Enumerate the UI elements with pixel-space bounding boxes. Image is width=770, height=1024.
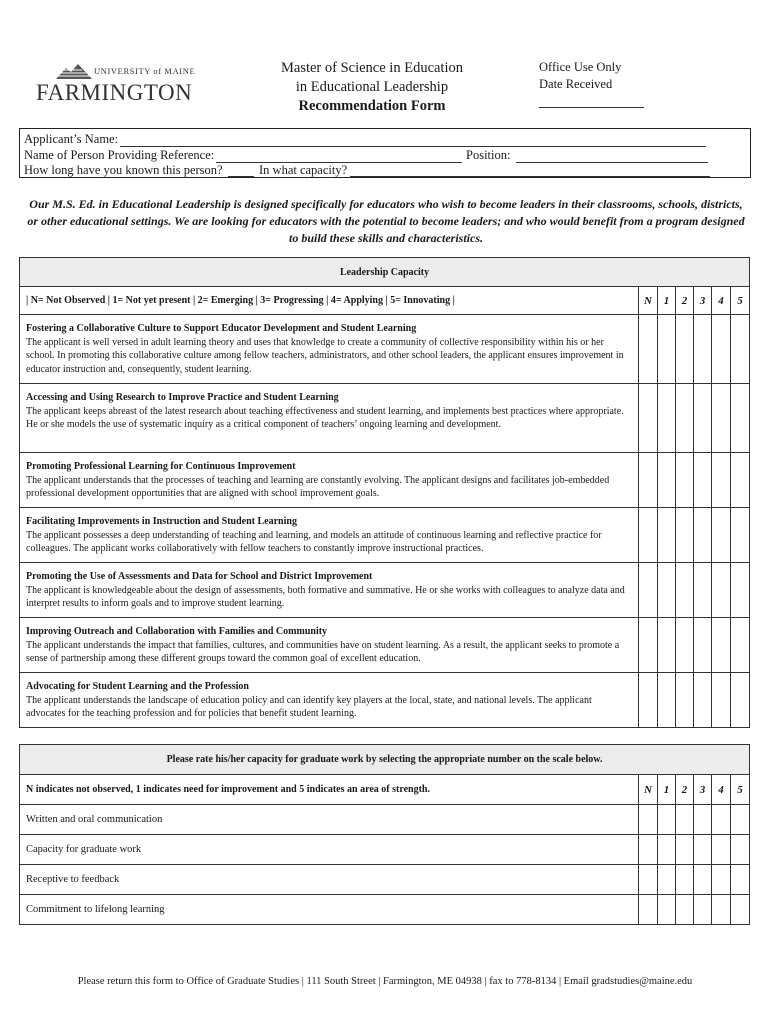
leadership-scale-legend: | N= Not Observed | 1= Not yet present | 2= Emerging | 3= Progressing | 4= Applying | 5= Innovating | bbox=[20, 287, 639, 315]
applicant-info-box bbox=[19, 128, 751, 178]
rating-cell-2[interactable] bbox=[676, 895, 694, 925]
graduate-row bbox=[20, 895, 750, 925]
rating-cell-5[interactable] bbox=[731, 508, 750, 563]
position-field[interactable] bbox=[516, 162, 708, 163]
rating-cell-2[interactable] bbox=[676, 618, 694, 673]
leadership-item-text: The applicant understands the impact that families, cultures, and communities have on student learning. As a result, the applicant seeks to promote a sense of partnership among these different groups toward the common goal of excellent education. bbox=[26, 639, 620, 664]
title-line-3: Recommendation Form bbox=[298, 98, 446, 114]
rating-cell-4[interactable] bbox=[712, 618, 731, 673]
leadership-item bbox=[20, 384, 639, 453]
reference-name-label: Name of Person Providing Reference: bbox=[24, 148, 215, 162]
rating-cell-3[interactable] bbox=[694, 865, 712, 895]
rating-cell-1[interactable] bbox=[658, 673, 676, 728]
return-instructions: Please return this form to Office of Graduate Studies | 111 South Street | Farmington, ME 04938 | fax to 778-8134 | Email gradstudies@maine.edu bbox=[77, 976, 693, 987]
leadership-item-text: The applicant keeps abreast of the latest research about teaching effectiveness and student learning, and implements best practices where appropriate. He or she models the use of systematic inquiry as a critical component of teachers’ ongoing learning and development. bbox=[26, 405, 624, 430]
program-description: Our M.S. Ed. in Educational Leadership is designed specifically for educators who wish to become leaders in their classrooms, schools, districts, or other educational settings. We are looking for educators with the potential to become leaders; and who would benefit from a program designed to build these skills and characteristics. bbox=[27, 197, 745, 245]
title-line-1: Master of Science in Education bbox=[281, 60, 463, 76]
rating-cell-4[interactable] bbox=[712, 508, 731, 563]
rating-cell-n[interactable] bbox=[639, 895, 658, 925]
rating-cell-n[interactable] bbox=[639, 865, 658, 895]
leadership-item-heading: Advocating for Student Learning and the Profession bbox=[26, 681, 249, 692]
leadership-row bbox=[20, 384, 750, 453]
leadership-item-text: The applicant possesses a deep understanding of teaching and learning, and models an attitude of continuous learning and reflective practice for colleagues. The applicant works collaboratively with fellow teachers to constantly improve instructional practices. bbox=[26, 529, 602, 554]
leadership-row bbox=[20, 673, 750, 728]
leadership-row bbox=[20, 618, 750, 673]
rating-header-n: N bbox=[639, 287, 658, 315]
rating-header-1: 1 bbox=[658, 775, 676, 805]
rating-header-n: N bbox=[639, 775, 658, 805]
rating-cell-2[interactable] bbox=[676, 315, 694, 384]
known-duration-field[interactable] bbox=[228, 176, 254, 177]
rating-cell-1[interactable] bbox=[658, 453, 676, 508]
rating-cell-5[interactable] bbox=[731, 835, 750, 865]
rating-cell-5[interactable] bbox=[731, 805, 750, 835]
rating-cell-4[interactable] bbox=[712, 835, 731, 865]
known-duration-label: How long have you known this person? bbox=[24, 163, 223, 177]
leadership-row bbox=[20, 315, 750, 384]
date-received-field[interactable] bbox=[539, 107, 644, 108]
rating-cell-1[interactable] bbox=[658, 895, 676, 925]
rating-cell-4[interactable] bbox=[712, 315, 731, 384]
rating-cell-4[interactable] bbox=[712, 895, 731, 925]
graduate-row bbox=[20, 835, 750, 865]
rating-cell-2[interactable] bbox=[676, 835, 694, 865]
title-line-2: in Educational Leadership bbox=[295, 79, 449, 95]
leadership-item bbox=[20, 673, 639, 728]
rating-cell-n[interactable] bbox=[639, 835, 658, 865]
leadership-item-text: The applicant is knowledgeable about the design of assessments, both formative and summative. He or she works with colleagues to analyze data and interpret results to inform goals and to improve student learning. bbox=[26, 584, 625, 609]
capacity-field[interactable] bbox=[350, 176, 710, 177]
rating-cell-3[interactable] bbox=[694, 453, 712, 508]
graduate-row bbox=[20, 865, 750, 895]
rating-header-3: 3 bbox=[694, 287, 712, 315]
rating-cell-n[interactable] bbox=[639, 508, 658, 563]
rating-cell-3[interactable] bbox=[694, 805, 712, 835]
rating-cell-5[interactable] bbox=[731, 563, 750, 618]
rating-header-5: 5 bbox=[731, 287, 750, 315]
applicant-name-label: Applicant’s Name: bbox=[24, 132, 119, 146]
leadership-item-heading: Promoting Professional Learning for Continuous Improvement bbox=[26, 461, 296, 472]
leadership-item-heading: Promoting the Use of Assessments and Data for School and District Improvement bbox=[26, 571, 373, 582]
rating-cell-3[interactable] bbox=[694, 618, 712, 673]
rating-header-2: 2 bbox=[676, 287, 694, 315]
leadership-row bbox=[20, 563, 750, 618]
rating-cell-1[interactable] bbox=[658, 835, 676, 865]
leadership-table-title: Leadership Capacity bbox=[20, 258, 750, 287]
rating-cell-4[interactable] bbox=[712, 453, 731, 508]
rating-cell-3[interactable] bbox=[694, 563, 712, 618]
rating-cell-2[interactable] bbox=[676, 805, 694, 835]
rating-cell-1[interactable] bbox=[658, 384, 676, 453]
graduate-table-title: Please rate his/her capacity for graduate work by selecting the appropriate number on the scale below. bbox=[20, 745, 750, 775]
rating-cell-2[interactable] bbox=[676, 508, 694, 563]
rating-cell-5[interactable] bbox=[731, 865, 750, 895]
rating-cell-4[interactable] bbox=[712, 384, 731, 453]
logo-university-text: UNIVERSITY of MAINE bbox=[94, 66, 196, 76]
office-use-block bbox=[539, 59, 621, 93]
leadership-capacity-table bbox=[19, 257, 750, 728]
leadership-item bbox=[20, 508, 639, 563]
rating-header-3: 3 bbox=[694, 775, 712, 805]
leadership-item bbox=[20, 563, 639, 618]
rating-cell-3[interactable] bbox=[694, 384, 712, 453]
mountain-logo-icon bbox=[56, 62, 92, 80]
rating-cell-1[interactable] bbox=[658, 805, 676, 835]
rating-cell-5[interactable] bbox=[731, 673, 750, 728]
rating-cell-n[interactable] bbox=[639, 805, 658, 835]
leadership-item-heading: Facilitating Improvements in Instruction and Student Learning bbox=[26, 516, 297, 527]
rating-cell-5[interactable] bbox=[731, 315, 750, 384]
rating-cell-2[interactable] bbox=[676, 453, 694, 508]
graduate-scale-legend: N indicates not observed, 1 indicates need for improvement and 5 indicates an area of strength. bbox=[20, 775, 639, 805]
rating-cell-3[interactable] bbox=[694, 315, 712, 384]
leadership-row bbox=[20, 508, 750, 563]
rating-cell-2[interactable] bbox=[676, 563, 694, 618]
rating-cell-5[interactable] bbox=[731, 384, 750, 453]
university-logo bbox=[36, 60, 196, 106]
leadership-item-text: The applicant is well versed in adult learning theory and uses that knowledge to create a community of collective responsibility within his or her school. In promoting this collaborative culture among fellow teachers, administrators, and other school leaders, the applicant ensures improvement in educator instruction and, consequently, student learning. bbox=[26, 336, 624, 375]
rating-cell-1[interactable] bbox=[658, 865, 676, 895]
leadership-item-heading: Improving Outreach and Collaboration with Families and Community bbox=[26, 626, 328, 637]
graduate-row bbox=[20, 805, 750, 835]
rating-cell-n[interactable] bbox=[639, 315, 658, 384]
leadership-item-text: The applicant understands that the processes of teaching and learning are constantly evolving. The applicant designs and facilitates job-embedded professional development opportunities that are aligned with school improvement goals. bbox=[26, 474, 610, 499]
rating-cell-2[interactable] bbox=[676, 673, 694, 728]
leadership-row bbox=[20, 453, 750, 508]
logo-campus-text: FARMINGTON bbox=[36, 80, 193, 105]
rating-cell-3[interactable] bbox=[694, 508, 712, 563]
rating-cell-1[interactable] bbox=[658, 618, 676, 673]
leadership-item-heading: Accessing and Using Research to Improve Practice and Student Learning bbox=[26, 392, 339, 403]
rating-header-2: 2 bbox=[676, 775, 694, 805]
rating-cell-4[interactable] bbox=[712, 865, 731, 895]
rating-cell-4[interactable] bbox=[712, 805, 731, 835]
rating-cell-n[interactable] bbox=[639, 563, 658, 618]
graduate-criterion: Written and oral communication bbox=[20, 805, 639, 835]
graduate-criterion: Capacity for graduate work bbox=[20, 835, 639, 865]
rating-cell-5[interactable] bbox=[731, 618, 750, 673]
office-use-label: Office Use Only bbox=[539, 60, 622, 74]
leadership-item-text: The applicant understands the landscape of education policy and can identify key players at the local, state, and national levels. The applicant advocates for the teaching profession and for policies that benefit student learning. bbox=[26, 694, 592, 719]
rating-cell-2[interactable] bbox=[676, 865, 694, 895]
rating-cell-2[interactable] bbox=[676, 384, 694, 453]
rating-header-4: 4 bbox=[712, 775, 731, 805]
rating-cell-1[interactable] bbox=[658, 315, 676, 384]
leadership-item bbox=[20, 453, 639, 508]
rating-cell-n[interactable] bbox=[639, 384, 658, 453]
rating-header-5: 5 bbox=[731, 775, 750, 805]
rating-cell-1[interactable] bbox=[658, 508, 676, 563]
rating-cell-n[interactable] bbox=[639, 453, 658, 508]
position-label: Position: bbox=[466, 148, 511, 162]
graduate-capacity-table bbox=[19, 744, 750, 925]
rating-cell-1[interactable] bbox=[658, 563, 676, 618]
graduate-criterion: Commitment to lifelong learning bbox=[20, 895, 639, 925]
rating-cell-n[interactable] bbox=[639, 618, 658, 673]
form-title bbox=[262, 59, 482, 116]
date-received-label: Date Received bbox=[539, 77, 613, 91]
rating-cell-4[interactable] bbox=[712, 673, 731, 728]
rating-header-1: 1 bbox=[658, 287, 676, 315]
leadership-item bbox=[20, 315, 639, 384]
rating-cell-3[interactable] bbox=[694, 673, 712, 728]
capacity-label: In what capacity? bbox=[259, 163, 348, 177]
rating-cell-3[interactable] bbox=[694, 895, 712, 925]
rating-cell-n[interactable] bbox=[639, 673, 658, 728]
graduate-criterion: Receptive to feedback bbox=[20, 865, 639, 895]
applicant-name-field[interactable] bbox=[120, 146, 706, 147]
rating-header-4: 4 bbox=[712, 287, 731, 315]
leadership-item bbox=[20, 618, 639, 673]
rating-cell-3[interactable] bbox=[694, 835, 712, 865]
rating-cell-4[interactable] bbox=[712, 563, 731, 618]
leadership-item-heading: Fostering a Collaborative Culture to Support Educator Development and Student Learning bbox=[26, 323, 417, 334]
rating-cell-5[interactable] bbox=[731, 895, 750, 925]
rating-cell-5[interactable] bbox=[731, 453, 750, 508]
